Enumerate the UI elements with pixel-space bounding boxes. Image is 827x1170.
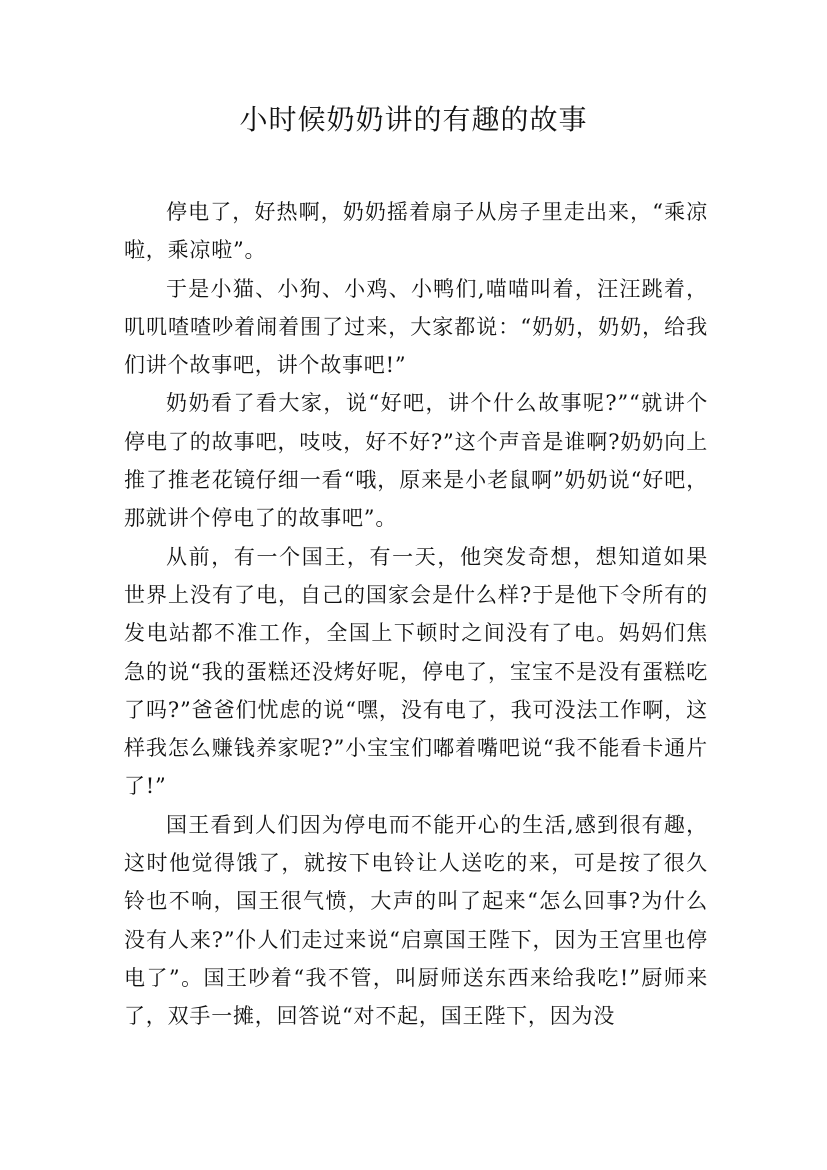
paragraph: 国王看到人们因为停电而不能开心的生活,感到很有趣，这时他觉得饿了，就按下电铃让人送吃的来，可是按了很久铃也不响，国王很气愤，大声的叫了起来“怎么回事?为什么没有人来?”仆人们走过来说“启禀国王陛下，因为王宫里也停电了”。国王吵着“我不管，叫厨师送东西来给我吃!”厨师来了，双手一摊，回答说“对不起，国王陛下，因为没 — [124, 812, 708, 1029]
paragraph: 停电了，好热啊，奶奶摇着扇子从房子里走出来，“乘凉啦，乘凉啦”。 — [124, 200, 708, 263]
paragraph: 于是小猫、小狗、小鸡、小鸭们,喵喵叫着，汪汪跳着，叽叽喳喳吵着闹着围了过来，大家都说：“奶奶，奶奶，给我们讲个故事吧，讲个故事吧!” — [124, 276, 708, 378]
paragraph: 从前，有一个国王，有一天，他突发奇想，想知道如果世界上没有了电，自己的国家会是什么样?于是他下令所有的发电站都不准工作，全国上下顿时之间没有了电。妈妈们焦急的说“我的蛋糕还没烤好呢，停电了，宝宝不是没有蛋糕吃了吗?”爸爸们忧虑的说“嘿，没有电了，我可没法工作啊，这样我怎么赚钱养家呢?”小宝宝们嘟着嘴吧说“我不能看卡通片了!” — [124, 544, 708, 799]
paragraph: 奶奶看了看大家，说“好吧，讲个什么故事呢?”“就讲个停电了的故事吧，吱吱，好不好?”这个声音是谁啊?奶奶向上推了推老花镜仔细一看“哦，原来是小老鼠啊”奶奶说“好吧，那就讲个停电了的故事吧”。 — [124, 391, 708, 531]
document-body — [124, 193, 708, 1036]
document-title: 小时候奶奶讲的有趣的故事 — [239, 103, 588, 136]
